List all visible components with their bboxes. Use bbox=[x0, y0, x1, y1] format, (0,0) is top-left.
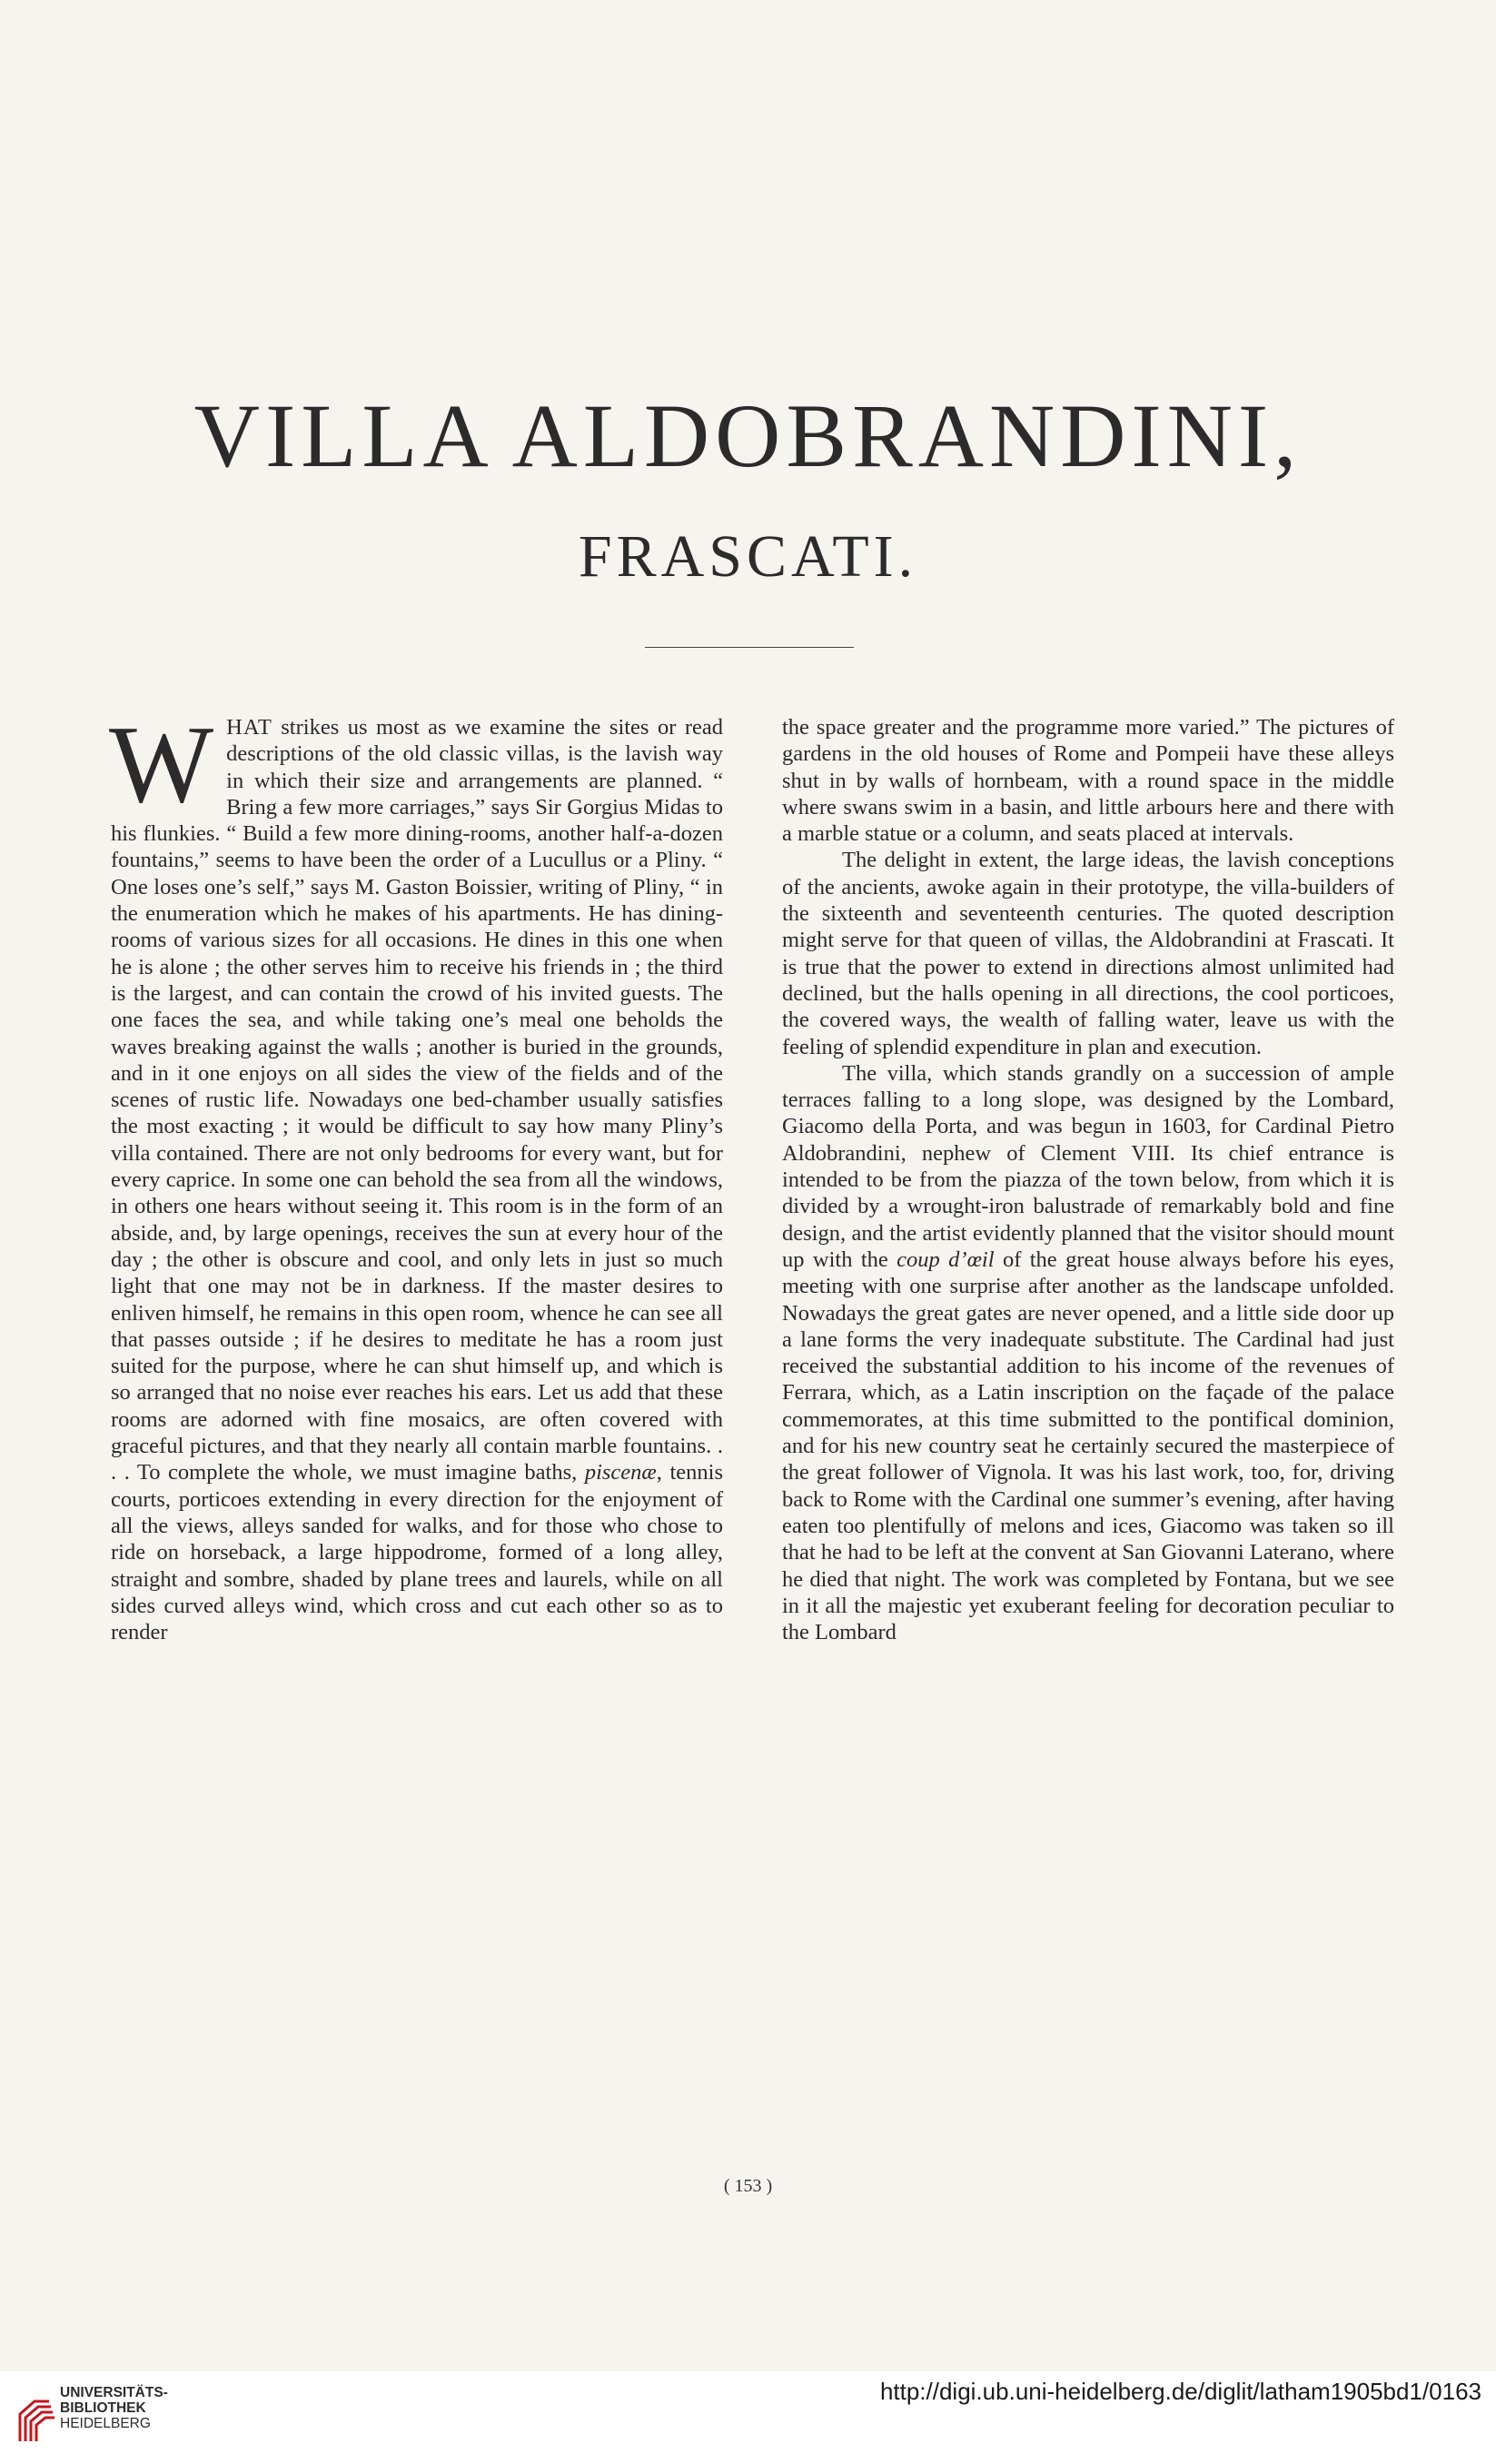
right-paragraph-1: the space greater and the programme more varied.” The pictures of gardens in the old houses of Rome and Pompeii have these alleys shut in by walls of hornbeam, with a round space in the middle where swans swim in a basin, and little arbours here and there with a marble statue or a column, and seats placed at intervals. bbox=[782, 715, 1394, 847]
right-paragraph-3-end: of the great house always before his eyes, meeting with one surprise after another as the landscape unfolded. Nowadays the great gates are never opened, and a little side door up a lane forms the very inadequate substitute. The Cardinal had just received the substantial addition to his income of the revenues of Ferrara, which, as a Latin inscription on the façade of the palace commemorates, at this time submitted to the pontifical dominion, and for his new country seat he certainly secured the masterpiece of the great follower of Vignola. It was his last work, too, for, driving back to Rome with the Cardinal one summer’s evening, after having eaten too plentifully of melons and ices, Giacomo was taken so ill that he had to be left at the convent at San Giovanni Laterano, where he died that night. The work was completed by Fontana, but we see in it all the majestic yet exuberant feeling for decoration peculiar to the Lombard bbox=[782, 1247, 1394, 1645]
right-paragraph-3-text: The villa, which stands grandly on a succession of ample terraces falling to a long slope, was designed by the Lombard, Giacomo della Porta, and was begun in 1603, for Cardinal Pietro Aldobrandini, nephew of Clement VIII. Its chief entrance is intended to be from the piazza of the town below, from which it is divided by a wrought-iron balustrade of remarkably bold and fine design, and the artist evidently planned that the visitor should mount up with the bbox=[782, 1060, 1394, 1272]
left-paragraph-1-end: , tennis courts, porticoes extending in every direction for the enjoyment of all the views, alleys sanded for walks, and for those who chose to ride on horseback, a large hippodrome, formed of a long alley, straight and sombre, shaded by plane trees and laurels, while on all sides curved alleys wind, which cross and cut each other so as to render bbox=[111, 1460, 723, 1645]
right-paragraph-3-italic: coup d’œil bbox=[897, 1247, 995, 1272]
article-subtitle: FRASCATI. bbox=[578, 523, 918, 590]
library-name bbox=[60, 2385, 168, 2431]
right-paragraph-3 bbox=[782, 1060, 1394, 1646]
article-title: VILLA ALDOBRANDINI, bbox=[193, 385, 1303, 486]
lead-word: HAT bbox=[226, 715, 272, 740]
source-url-link[interactable]: http://digi.ub.uni-heidelberg.de/diglit/latham1905bd1/0163 bbox=[879, 2378, 1481, 2405]
library-name-line-2: BIBLIOTHEK bbox=[60, 2400, 146, 2416]
drop-cap: W bbox=[109, 703, 214, 826]
left-paragraph-1-text: strikes us most as we examine the sites or read descriptions of the old classic villas, is the lavish way in which their size and arrangements are planned. “ Bring a few more carriages,” says Sir Gorgius Midas to his flunkies. “ Build a few more dining-rooms, another half-a-dozen fountains,” seems to have been the order of a Lucullus or a Pliny. “ One loses one’s self,” says M. Gaston Boissier, writing of Pliny, “ in the enumeration which he makes of his apartments. He has dining-rooms of various sizes for all occasions. He dines in this one when he is alone ; the other serves him to receive his friends in ; the third is the largest, and can contain the crowd of his invited guests. The one faces the sea, and while taking one’s meal one beholds the waves breaking against the walls ; another is buried in the grounds, and in it one enjoys on all sides the view of the fields and of the scenes of rustic life. Nowadays one bed-chamber usually satisfies the most exacting ; it would be difficult to say how many Pliny’s villa contained. There are not only bedrooms for every want, but for every caprice. In some one can behold the sea from all the windows, in others one hears without seeing it. This room is in the form of an abside, and, by large openings, receives the sun at every hour of the day ; the other is obscure and cool, and only lets in just so much light that one may not be in darkness. If the master desires to enliven himself, he remains in this open room, whence he can see all that passes outside ; if he desires to meditate he has a room just suited for the purpose, where he can shut himself up, and which is so arranged that no noise ever reaches his ears. Let us add that these rooms are adorned with fine mosaics, are often covered with graceful pictures, and that they nearly all contain marble fountains. . . . To complete the whole, we must imagine baths, bbox=[111, 715, 723, 1485]
left-column bbox=[109, 703, 723, 2113]
right-column bbox=[782, 714, 1394, 2113]
page-number: ( 153 ) bbox=[723, 2176, 773, 2196]
right-paragraph-2: The delight in extent, the large ideas, the lavish conceptions of the ancients, awoke again in their prototype, the villa-builders of the sixteenth and seventeenth centuries. The quoted description might serve for that queen of villas, the Aldobrandini at Frascati. It is true that the power to extend in directions almost unlimited had declined, but the halls opening in all directions, the cool porticoes, the covered ways, the wealth of falling water, leave us with the feeling of splendid expenditure in plan and execution. bbox=[782, 848, 1394, 1059]
left-paragraph-1 bbox=[109, 703, 723, 1645]
title-divider bbox=[645, 647, 854, 648]
library-name-line-1: UNIVERSITÄTS- bbox=[60, 2385, 168, 2400]
left-paragraph-1-italic: piscenæ bbox=[584, 1460, 657, 1485]
library-name-line-3: HEIDELBERG bbox=[60, 2416, 151, 2431]
